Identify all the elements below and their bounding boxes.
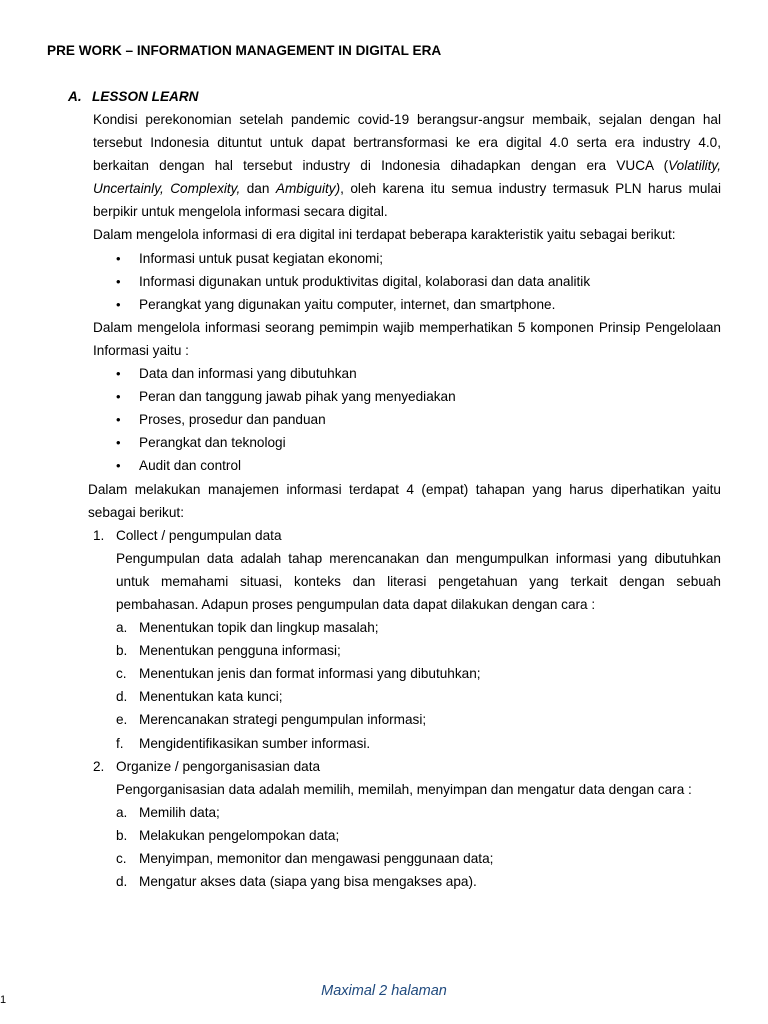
list-item <box>116 870 768 893</box>
item-marker: c. <box>116 851 127 866</box>
item-marker: d. <box>116 874 128 890</box>
bullet-item <box>116 408 768 431</box>
bullet-text: Perangkat dan teknologi <box>139 435 286 451</box>
item-marker: c. <box>116 666 127 682</box>
paragraph-stages: Dalam melakukan manajemen informasi terdapat 4 (empat) tahapan yang harus diperhatikan yaitu sebagai berikut: <box>88 481 721 520</box>
page-number: 1 <box>0 994 7 1006</box>
section-marker: A. <box>68 89 82 104</box>
item-marker: d. <box>116 689 128 705</box>
item-text: Menentukan jenis dan format informasi yang dibutuhkan; <box>139 666 481 682</box>
step-marker: 2. <box>93 758 105 774</box>
bullet-text: Data dan informasi yang dibutuhkan <box>139 366 357 382</box>
item-text: Melakukan pengelompokan data; <box>139 827 340 843</box>
intro-italic-1: Volatility, Uncertainly, Complexity, <box>93 158 721 197</box>
document-body <box>0 108 768 893</box>
paragraph-intro <box>93 108 721 223</box>
item-marker: e. <box>116 712 128 728</box>
list-item <box>116 824 768 847</box>
intro-text-2: dan <box>240 181 276 197</box>
bullet-item <box>116 385 768 408</box>
item-text: Mengidentifikasikan sumber informasi. <box>139 735 371 751</box>
bullet-icon: • <box>116 250 121 266</box>
bullet-text: Peran dan tanggung jawab pihak yang menyediakan <box>139 389 456 405</box>
bullet-icon: • <box>116 389 121 405</box>
list-item <box>116 847 768 870</box>
paragraph-characteristics: Dalam mengelola informasi di era digital ini terdapat beberapa karakteristik yaitu sebagai berikut: <box>93 227 676 243</box>
list-item <box>116 732 768 755</box>
intro-italic-2: Ambiguity) <box>275 181 341 197</box>
bullet-item <box>116 270 768 293</box>
item-text: Menentukan pengguna informasi; <box>139 643 341 659</box>
bullet-icon: • <box>116 435 121 451</box>
bullet-text: Informasi digunakan untuk produktivitas digital, kolaborasi dan data analitik <box>139 273 591 289</box>
document-title: PRE WORK – INFORMATION MANAGEMENT IN DIGITAL ERA <box>47 43 442 58</box>
list-item <box>116 662 768 685</box>
item-text: Memilih data; <box>139 804 220 820</box>
item-marker: b. <box>116 643 128 659</box>
bullet-text: Perangkat yang digunakan yaitu computer, internet, dan smartphone. <box>139 296 556 312</box>
paragraph-principles: Dalam mengelola informasi seorang pemimpin wajib memperhatikan 5 komponen Prinsip Pengelolaan Informasi yaitu : <box>93 319 721 358</box>
bullet-text: Informasi untuk pusat kegiatan ekonomi; <box>139 250 384 266</box>
step-title: Collect / pengumpulan data <box>116 527 282 543</box>
item-text: Menentukan kata kunci; <box>139 689 283 705</box>
list-item <box>116 616 768 639</box>
numbered-step-organize <box>93 755 768 778</box>
item-marker: a. <box>116 620 128 636</box>
bullet-text: Audit dan control <box>139 458 242 474</box>
section-title: LESSON LEARN <box>92 89 199 104</box>
bullet-icon: • <box>116 412 121 428</box>
item-marker: b. <box>116 827 128 843</box>
bullet-item <box>116 247 768 270</box>
bullet-icon: • <box>116 273 121 289</box>
intro-text-3: , oleh karena itu semua industry termasuk PLN harus mulai berpikir untuk mengelola informasi secara digital. <box>93 181 722 220</box>
item-text: Menyimpan, memonitor dan mengawasi penggunaan data; <box>139 851 494 866</box>
list-item <box>116 801 768 824</box>
list-item <box>116 708 768 731</box>
bullet-text: Proses, prosedur dan panduan <box>139 412 326 428</box>
step-marker: 1. <box>93 527 105 543</box>
item-text: Merencanakan strategi pengumpulan informasi; <box>139 712 427 728</box>
numbered-step-collect <box>93 524 768 547</box>
list-item <box>116 685 768 708</box>
list-item <box>116 639 768 662</box>
bullet-icon: • <box>116 296 121 312</box>
item-text: Mengatur akses data (siapa yang bisa mengakses apa). <box>139 874 477 890</box>
item-marker: a. <box>116 804 128 820</box>
bullet-icon: • <box>116 366 121 382</box>
step-description: Pengorganisasian data adalah memilih, memilah, menyimpan dan mengatur data dengan cara : <box>116 781 692 797</box>
bullet-item <box>116 454 768 477</box>
item-marker: f. <box>116 735 124 751</box>
bullet-icon: • <box>116 458 121 474</box>
bullet-item <box>116 293 768 316</box>
step-title: Organize / pengorganisasian data <box>116 758 321 774</box>
bullet-item <box>116 362 768 385</box>
bullet-item <box>116 431 768 454</box>
page-footer: Maximal 2 halaman <box>321 983 447 999</box>
item-text: Menentukan topik dan lingkup masalah; <box>139 620 379 636</box>
section-heading <box>68 89 199 104</box>
step-description: Pengumpulan data adalah tahap merencanakan dan mengumpulkan informasi yang dibutuhkan untuk memahami situasi, konteks dan literasi pengetahuan yang terkait dengan sebuah pembahasan. Adapun proses pengumpulan data dapat dilakukan dengan cara : <box>116 550 721 612</box>
intro-text-1: Kondisi perekonomian setelah pandemic covid-19 berangsur-angsur membaik, sejalan dengan hal tersebut Indonesia dituntut untuk dapat bertransformasi ke era digital 4.0 serta era industry 4.0, berkaitan dengan hal tersebut industry di Indonesia dihadapkan dengan era VUCA ( <box>93 112 721 174</box>
